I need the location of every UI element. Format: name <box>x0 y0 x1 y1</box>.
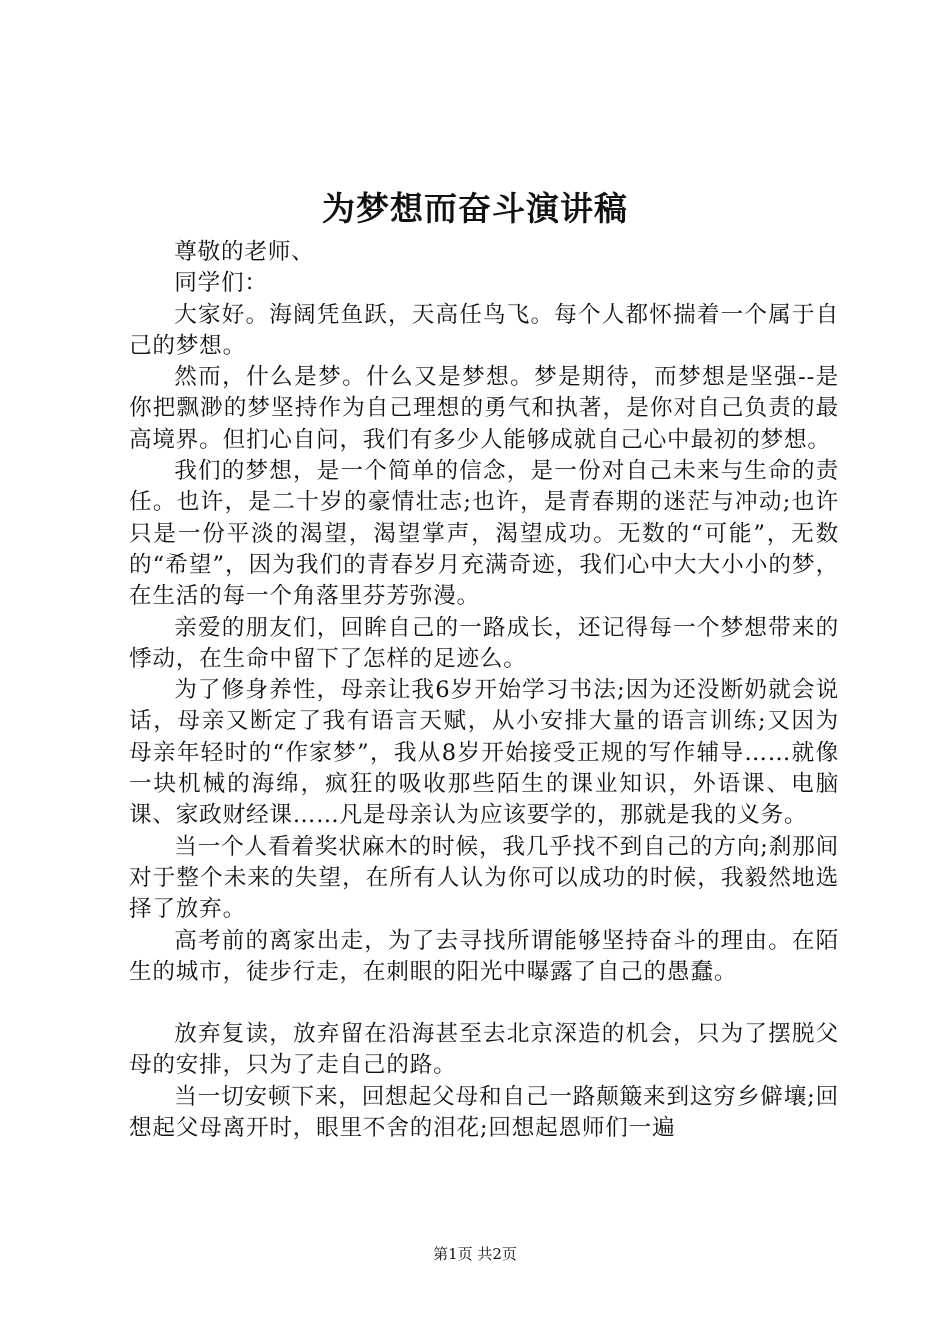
paragraph-salutation-2: 同学们： <box>174 270 268 297</box>
paragraph: 我们的梦想，是一个简单的信念，是一份对自己未来与生命的责任。也许，是二十岁的豪情壮志;也许，是青春期的迷茫与冲动;也许只是一份平淡的渴望，渴望掌声，渴望成功。无数的“可能”，无数的“希望”，因为我们的青春岁月充满奇迹，我们心中大大小小的梦，在生活的每一个角落里芬芳弥漫。 <box>129 458 839 610</box>
paragraph-salutation-1: 尊敬的老师、 <box>174 239 315 265</box>
page-number-footer: 第1页 共2页 <box>433 1245 517 1263</box>
document-title: 为梦想而奋斗演讲稿 <box>322 189 628 228</box>
paragraph: 大家好。海阔凭鱼跃，天高任鸟飞。每个人都怀揣着一个属于自己的梦想。 <box>129 301 839 359</box>
paragraph: 高考前的离家出走，为了去寻找所谓能够坚持奋斗的理由。在陌生的城市，徒步行走，在刺眼的阳光中曝露了自己的愚蠢。 <box>129 927 839 985</box>
document-body <box>129 237 839 1144</box>
paragraph: 为了修身养性，母亲让我6岁开始学习书法;因为还没断奶就会说话，母亲又断定了我有语言天赋，从小安排大量的语言训练;又因为母亲年轻时的“作家梦”，我从8岁开始接受正规的写作辅导……就像一块机械的海绵，疯狂的吸收那些陌生的课业知识，外语课、电脑课、家政财经课……凡是母亲认为应该要学的，那就是我的义务。 <box>129 677 839 829</box>
paragraph: 放弃复读，放弃留在沿海甚至去北京深造的机会，只为了摆脱父母的安排，只为了走自己的路。 <box>129 1021 839 1079</box>
paragraph: 亲爱的朋友们，回眸自己的一路成长，还记得每一个梦想带来的悸动，在生命中留下了怎样的足迹么。 <box>129 614 839 672</box>
paragraph: 当一个人看着奖状麻木的时候，我几乎找不到自己的方向;刹那间对于整个未来的失望，在所有人认为你可以成功的时候，我毅然地选择了放弃。 <box>129 833 839 923</box>
blank-line <box>129 988 839 1019</box>
paragraph: 然而，什么是梦。什么又是梦想。梦是期待，而梦想是坚强--是你把飘渺的梦坚持作为自己理想的勇气和执著，是你对自己负责的最高境界。但扪心自问，我们有多少人能够成就自己心中最初的梦想。 <box>129 364 839 453</box>
paragraph: 当一切安顿下来，回想起父母和自己一路颠簸来到这穷乡僻壤;回想起父母离开时，眼里不舍的泪花;回想起恩师们一遍 <box>129 1083 839 1142</box>
